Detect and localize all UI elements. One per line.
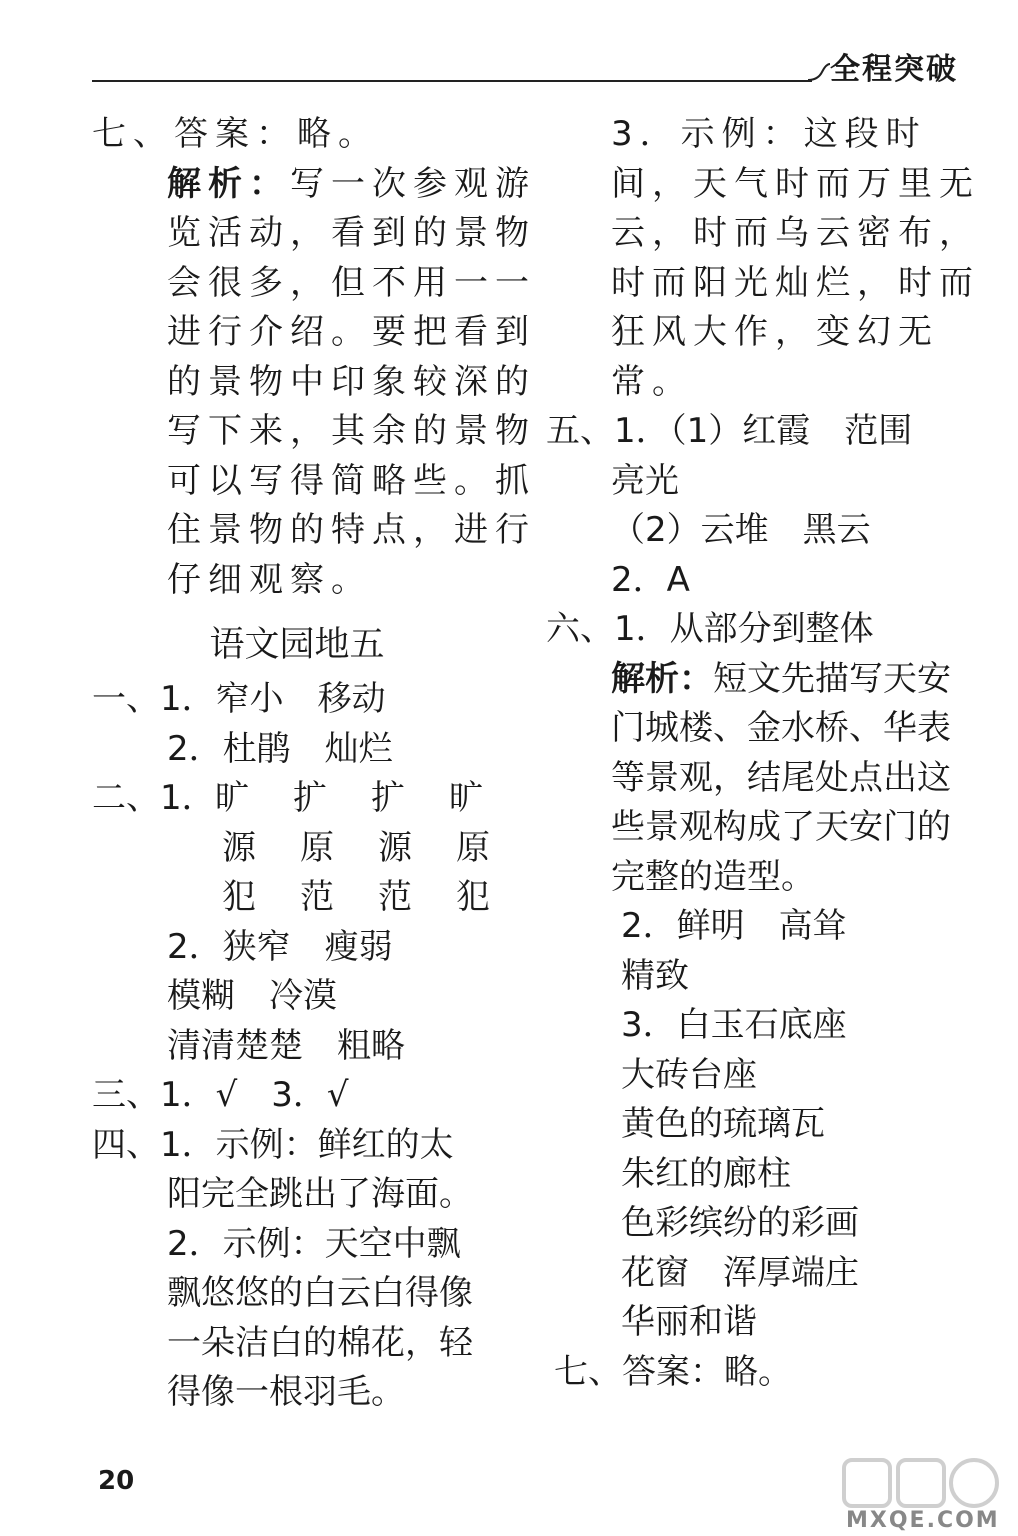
s2-cell: 犯	[456, 877, 490, 917]
q7-mark: 七、	[92, 114, 174, 154]
s4-cont-line: 间，天气时而万里无	[611, 163, 980, 204]
s6-line: 精致	[621, 955, 689, 996]
s4-text: 1．示例：鲜红的太	[160, 1124, 454, 1165]
s6-line: 朱红的廊柱	[621, 1153, 791, 1194]
header-title: 全程突破	[830, 52, 958, 87]
s6-text: 1．从部分到整体	[614, 609, 874, 649]
right-column	[546, 110, 980, 1397]
s5-line	[546, 407, 966, 457]
s7-text: 答案：略。	[622, 1351, 792, 1392]
s6-analysis-line: 等景观，结尾处点出这	[611, 757, 951, 798]
q7-analysis-line: 写下来，其余的景物	[167, 411, 536, 451]
s2-cell: 原	[456, 827, 490, 868]
s6-line: 2．鲜明 高耸	[621, 906, 847, 946]
s5-line: 亮光	[611, 460, 679, 501]
s1-text: 1．窄小 移动	[160, 679, 386, 719]
q7-analysis-line: 可以写得简略些。抓	[167, 460, 536, 501]
s4-cont-line: 时而阳光灿烂，时而	[611, 262, 980, 303]
s5-text: 1．（1）红霞 范围	[614, 411, 913, 451]
s6-analysis-line: 些景观构成了天安门的	[611, 807, 951, 847]
s2-cell: 原	[300, 827, 334, 868]
q7-text: 答案：略。	[174, 114, 379, 154]
s5-mark: 五、	[546, 411, 614, 451]
q7-analysis-label: 解析：	[167, 163, 290, 204]
s2-cell: 扩	[293, 778, 327, 818]
s2-line: 清清楚楚 粗略	[167, 1025, 405, 1066]
s4-cont-line: 3．示例：这段时	[611, 114, 927, 154]
s4-line: 阳完全跳出了海面。	[167, 1174, 473, 1214]
q7-analysis-text: 写一次参观游	[290, 163, 536, 204]
s4-cont-line: 云，时而乌云密布，	[611, 213, 980, 253]
q7-answer	[92, 110, 532, 160]
s6-line: 黄色的琉璃瓦	[621, 1104, 825, 1144]
s4-mark: 四、	[92, 1124, 160, 1165]
q7-analysis-line: 览活动，看到的景物	[167, 213, 536, 253]
s2-cell: 源	[378, 827, 412, 868]
s2-line: 2．狭窄 瘦弱	[167, 926, 393, 967]
s6-mark: 六、	[546, 609, 614, 649]
s1-mark: 一、	[92, 679, 160, 719]
s1-line: 2．杜鹃 灿烂	[167, 728, 393, 769]
q7-analysis-line: 住景物的特点，进行	[167, 510, 536, 550]
s4-line: 得像一根羽毛。	[167, 1372, 405, 1412]
s7-line	[546, 1348, 966, 1398]
s2-cell: 范	[300, 877, 334, 917]
s2-grid-row	[92, 824, 532, 874]
page-number: 20	[98, 1466, 135, 1496]
left-column	[92, 110, 536, 1418]
s6-line: 色彩缤纷的彩画	[621, 1203, 859, 1243]
s6-line: 大砖台座	[621, 1054, 757, 1095]
s2-grid-row	[92, 774, 532, 824]
s3-mark: 三、	[92, 1075, 160, 1115]
s5-line: 2．A	[611, 559, 690, 600]
s5-line: （2）云堆 黑云	[611, 510, 871, 550]
s2-cell: 源	[222, 827, 256, 868]
q7-analysis-line: 会很多，但不用一一	[167, 262, 536, 303]
s2-cell: 旷	[449, 778, 483, 818]
s6-analysis-line: 门城楼、金水桥、华表	[611, 708, 951, 748]
s4-line: 2．示例：天空中飘	[167, 1223, 461, 1264]
s2-num: 1．	[160, 778, 216, 818]
s3-line	[92, 1071, 532, 1121]
s6-line: 花窗 浑厚端庄	[621, 1252, 859, 1293]
s2-mark: 二、	[92, 778, 160, 818]
s4-cont-line: 常。	[611, 361, 693, 402]
section-title: 语文园地五	[209, 625, 385, 665]
s3-text: 1．√ 3．√	[160, 1075, 349, 1115]
s2-cell: 旷	[215, 778, 249, 818]
s6-line	[546, 605, 966, 655]
q7-analysis-line	[92, 160, 536, 210]
s6-analysis-line: 完整的造型。	[611, 856, 815, 897]
watermark-text: MXQE.COM	[846, 1508, 1000, 1533]
s4-cont-line: 狂风大作，变幻无	[611, 312, 939, 352]
s2-grid-row	[92, 873, 532, 923]
header-curve	[808, 62, 830, 82]
s1-line	[92, 675, 532, 725]
s6-line: 华丽和谐	[621, 1302, 757, 1342]
q7-analysis-line: 仔细观察。	[167, 559, 372, 600]
s2-cell: 犯	[222, 877, 256, 917]
s4-line: 一朵洁白的棉花，轻	[167, 1322, 473, 1363]
s4-line	[92, 1121, 532, 1171]
s2-cell: 范	[378, 877, 412, 917]
header-rule	[92, 80, 812, 82]
s6-analysis-line	[546, 655, 966, 705]
q7-analysis-line: 的景物中印象较深的	[167, 361, 536, 402]
s2-cell: 扩	[371, 778, 405, 818]
s4-line: 飘悠悠的白云白得像	[167, 1273, 473, 1313]
s6-line: 3．白玉石底座	[621, 1005, 847, 1045]
s2-line: 模糊 冷漠	[167, 976, 337, 1016]
q7-analysis-line: 进行介绍。要把看到	[167, 312, 536, 352]
s6-analysis-label: 解析：	[611, 658, 713, 699]
s7-mark: 七、	[554, 1351, 622, 1392]
s6-analysis-text: 短文先描写天安	[713, 658, 951, 699]
